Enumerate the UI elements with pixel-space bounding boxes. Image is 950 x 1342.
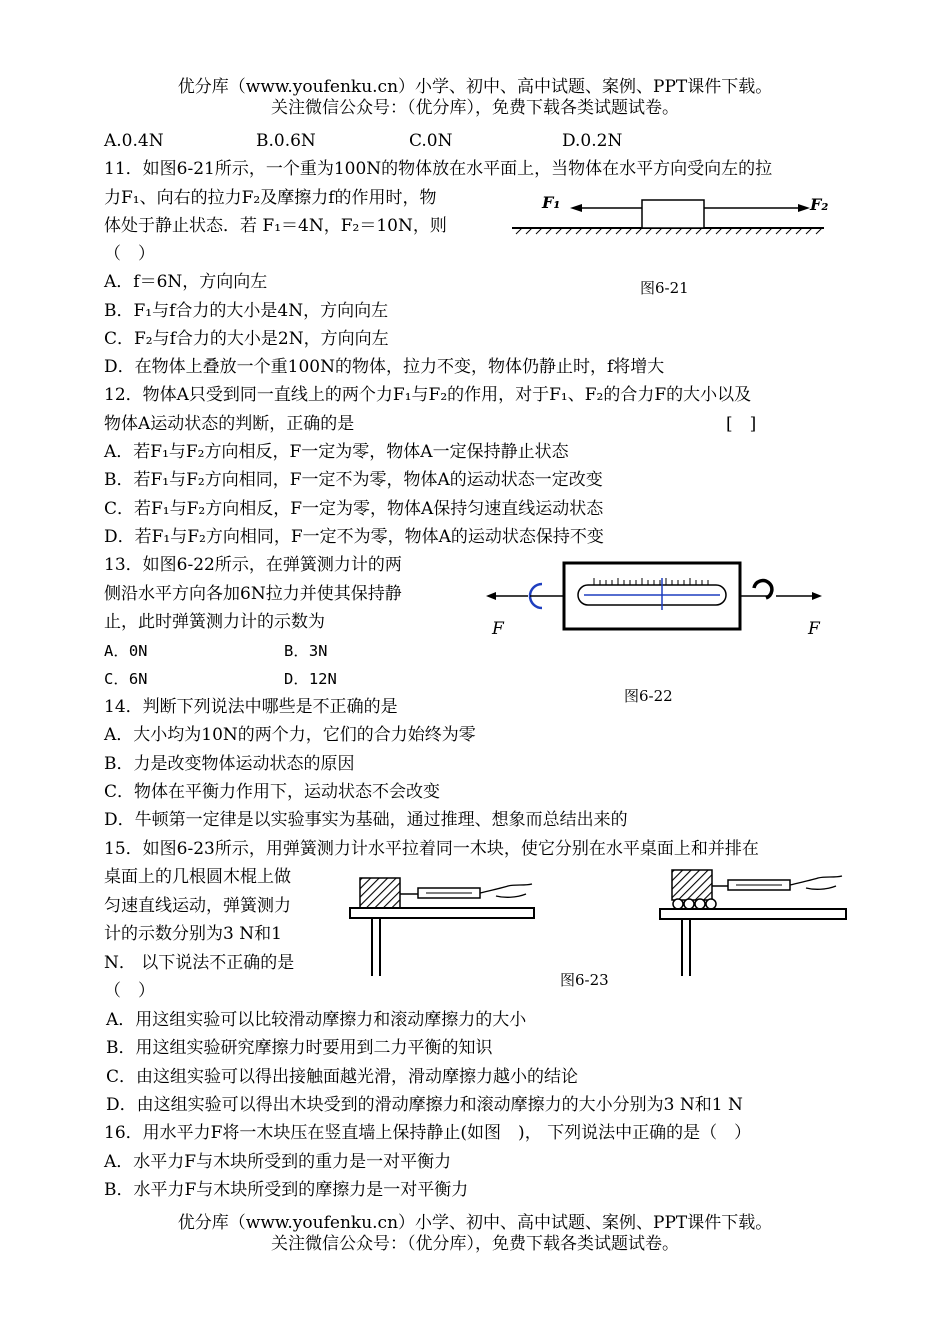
q11-option-b: B．F₁与f合力的大小是4N，方向向左 bbox=[104, 301, 389, 321]
hand bbox=[480, 884, 532, 897]
wooden-block bbox=[672, 870, 712, 900]
q13-stem-line-3: 止，此时弹簧测力计的示数为 bbox=[104, 612, 325, 632]
right-arrowhead bbox=[812, 592, 822, 600]
q15-option-c: C．由这组实验可以得出接触面越光滑，滑动摩擦力越小的结论 bbox=[106, 1067, 579, 1087]
table-top bbox=[350, 908, 534, 918]
q12-option-d: D．若F₁与F₂方向相同，F一定不为零，物体A的运动状态保持不变 bbox=[104, 527, 604, 547]
q11-option-c: C．F₂与f合力的大小是2N，方向向左 bbox=[104, 329, 389, 349]
q15-stem-line-6: （ ） bbox=[104, 981, 155, 1001]
q16-option-b: B．水平力F与木块所受到的摩擦力是一对平衡力 bbox=[104, 1180, 469, 1200]
q13-option-d: D．12N bbox=[284, 670, 337, 688]
figure-6-23-round-rods bbox=[656, 862, 850, 978]
q12-stem-line-1: 12．物体A只受到同一直线上的两个力F₁与F₂的作用，对于F₁、F₂的合力F的大小以及 bbox=[104, 385, 752, 405]
q12-answer-bracket: [ ] bbox=[726, 414, 757, 434]
caption-6-21: 图6-21 bbox=[640, 279, 689, 297]
q13-stem-line-1: 13．如图6-22所示，在弹簧测力计的两 bbox=[104, 555, 402, 575]
figure-6-23-table-surface bbox=[346, 868, 538, 978]
q10-option-a: A.0.4N bbox=[104, 131, 164, 151]
q15-stem-line-5: N． 以下说法不正确的是 bbox=[104, 953, 295, 973]
q13-option-c: C．6N bbox=[104, 670, 148, 688]
q13-option-b: B．3N bbox=[284, 642, 328, 660]
q15-option-b: B．用这组实验研究摩擦力时要用到二力平衡的知识 bbox=[106, 1038, 493, 1058]
footer-line-1: 优分库（www.youfenku.cn）小学、初中、高中试题、案例、PPT课件下载。 bbox=[177, 1213, 773, 1233]
round-rod bbox=[684, 899, 694, 909]
q16-stem: 16．用水平力F将一木块压在竖直墙上保持静止(如图 )， 下列说法中正确的是（ ） bbox=[104, 1123, 752, 1143]
q15-stem-line-4: 计的示数分别为3 N和1 bbox=[104, 924, 282, 944]
caption-6-23: 图6-23 bbox=[560, 971, 609, 989]
q15-stem-line-1: 15．如图6-23所示，用弹簧测力计水平拉着同一木块，使它分别在水平桌面上和并排在 bbox=[104, 839, 759, 859]
figure-6-22 bbox=[484, 560, 826, 644]
label-f-right: F bbox=[808, 619, 820, 639]
block bbox=[642, 200, 704, 228]
q15-option-d: D．由这组实验可以得出木块受到的滑动摩擦力和滚动摩擦力的大小分别为3 N和1 N bbox=[106, 1095, 743, 1115]
q10-option-d: D.0.2N bbox=[562, 131, 623, 151]
q11-stem-line-2: 力F₁、向右的拉力F₂及摩擦力f的作用时，物 bbox=[104, 188, 437, 208]
label-f-left: F bbox=[492, 619, 504, 639]
q12-option-c: C．若F₁与F₂方向相反，F一定为零，物体A保持匀速直线运动状态 bbox=[104, 499, 604, 519]
q11-option-a: A．f＝6N，方向向左 bbox=[104, 272, 268, 292]
q14-stem: 14．判断下列说法中哪些是不正确的是 bbox=[104, 697, 398, 717]
left-force-arrowhead bbox=[570, 204, 582, 212]
q11-option-d: D．在物体上叠放一个重100N的物体，拉力不变，物体仍静止时，f将增大 bbox=[104, 357, 665, 377]
q11-stem-line-3: 体处于静止状态．若 F₁＝4N，F₂＝10N，则 bbox=[104, 216, 447, 236]
q14-option-c: C．物体在平衡力作用下，运动状态不会改变 bbox=[104, 782, 441, 802]
q14-option-b: B．力是改变物体运动状态的原因 bbox=[104, 754, 355, 774]
q14-option-a: A．大小均为10N的两个力，它们的合力始终为零 bbox=[104, 725, 476, 745]
q12-option-a: A．若F₁与F₂方向相反，F一定为零，物体A一定保持静止状态 bbox=[104, 442, 569, 462]
table-top bbox=[660, 909, 846, 919]
q14-option-d: D．牛顿第一定律是以实验事实为基础，通过推理、想象而总结出来的 bbox=[104, 810, 628, 830]
q13-option-a: A．0N bbox=[104, 642, 148, 660]
label-f2: F₂ bbox=[810, 195, 828, 214]
round-rod bbox=[673, 899, 683, 909]
left-arrowhead bbox=[486, 592, 496, 600]
q12-option-b: B．若F₁与F₂方向相同，F一定不为零，物体A的运动状态一定改变 bbox=[104, 470, 603, 490]
round-rod bbox=[695, 899, 705, 909]
wooden-block bbox=[360, 878, 400, 908]
q10-option-c: C.0N bbox=[409, 131, 453, 151]
q11-stem-line-1: 11．如图6-21所示，一个重为100N的物体放在水平面上，当物体在水平方向受向左的拉 bbox=[104, 159, 773, 179]
caption-6-22: 图6-22 bbox=[624, 687, 673, 705]
q15-stem-line-3: 匀速直线运动，弹簧测力 bbox=[104, 896, 291, 916]
header-line-1: 优分库（www.youfenku.cn）小学、初中、高中试题、案例、PPT课件下载。 bbox=[177, 77, 773, 97]
round-rod bbox=[706, 899, 716, 909]
q13-stem-line-2: 侧沿水平方向各加6N拉力并使其保持静 bbox=[104, 584, 402, 604]
q12-stem-line-2: 物体A运动状态的判断，正确的是 bbox=[104, 414, 355, 434]
right-force-arrowhead bbox=[798, 204, 810, 212]
header-line-2: 关注微信公众号：（优分库），免费下载各类试题试卷。 bbox=[271, 98, 679, 118]
hand bbox=[790, 876, 842, 889]
q10-option-b: B.0.6N bbox=[256, 131, 316, 151]
q16-option-a: A．水平力F与木块所受到的重力是一对平衡力 bbox=[104, 1152, 452, 1172]
footer-line-2: 关注微信公众号：（优分库），免费下载各类试题试卷。 bbox=[271, 1234, 679, 1254]
figure-6-21 bbox=[508, 188, 828, 240]
q15-option-a: A．用这组实验可以比较滑动摩擦力和滚动摩擦力的大小 bbox=[106, 1010, 527, 1030]
q15-stem-line-2: 桌面上的几根圆木棍上做 bbox=[104, 867, 291, 887]
label-f1: F₁ bbox=[542, 193, 561, 212]
q11-stem-line-4: （ ） bbox=[104, 244, 155, 264]
